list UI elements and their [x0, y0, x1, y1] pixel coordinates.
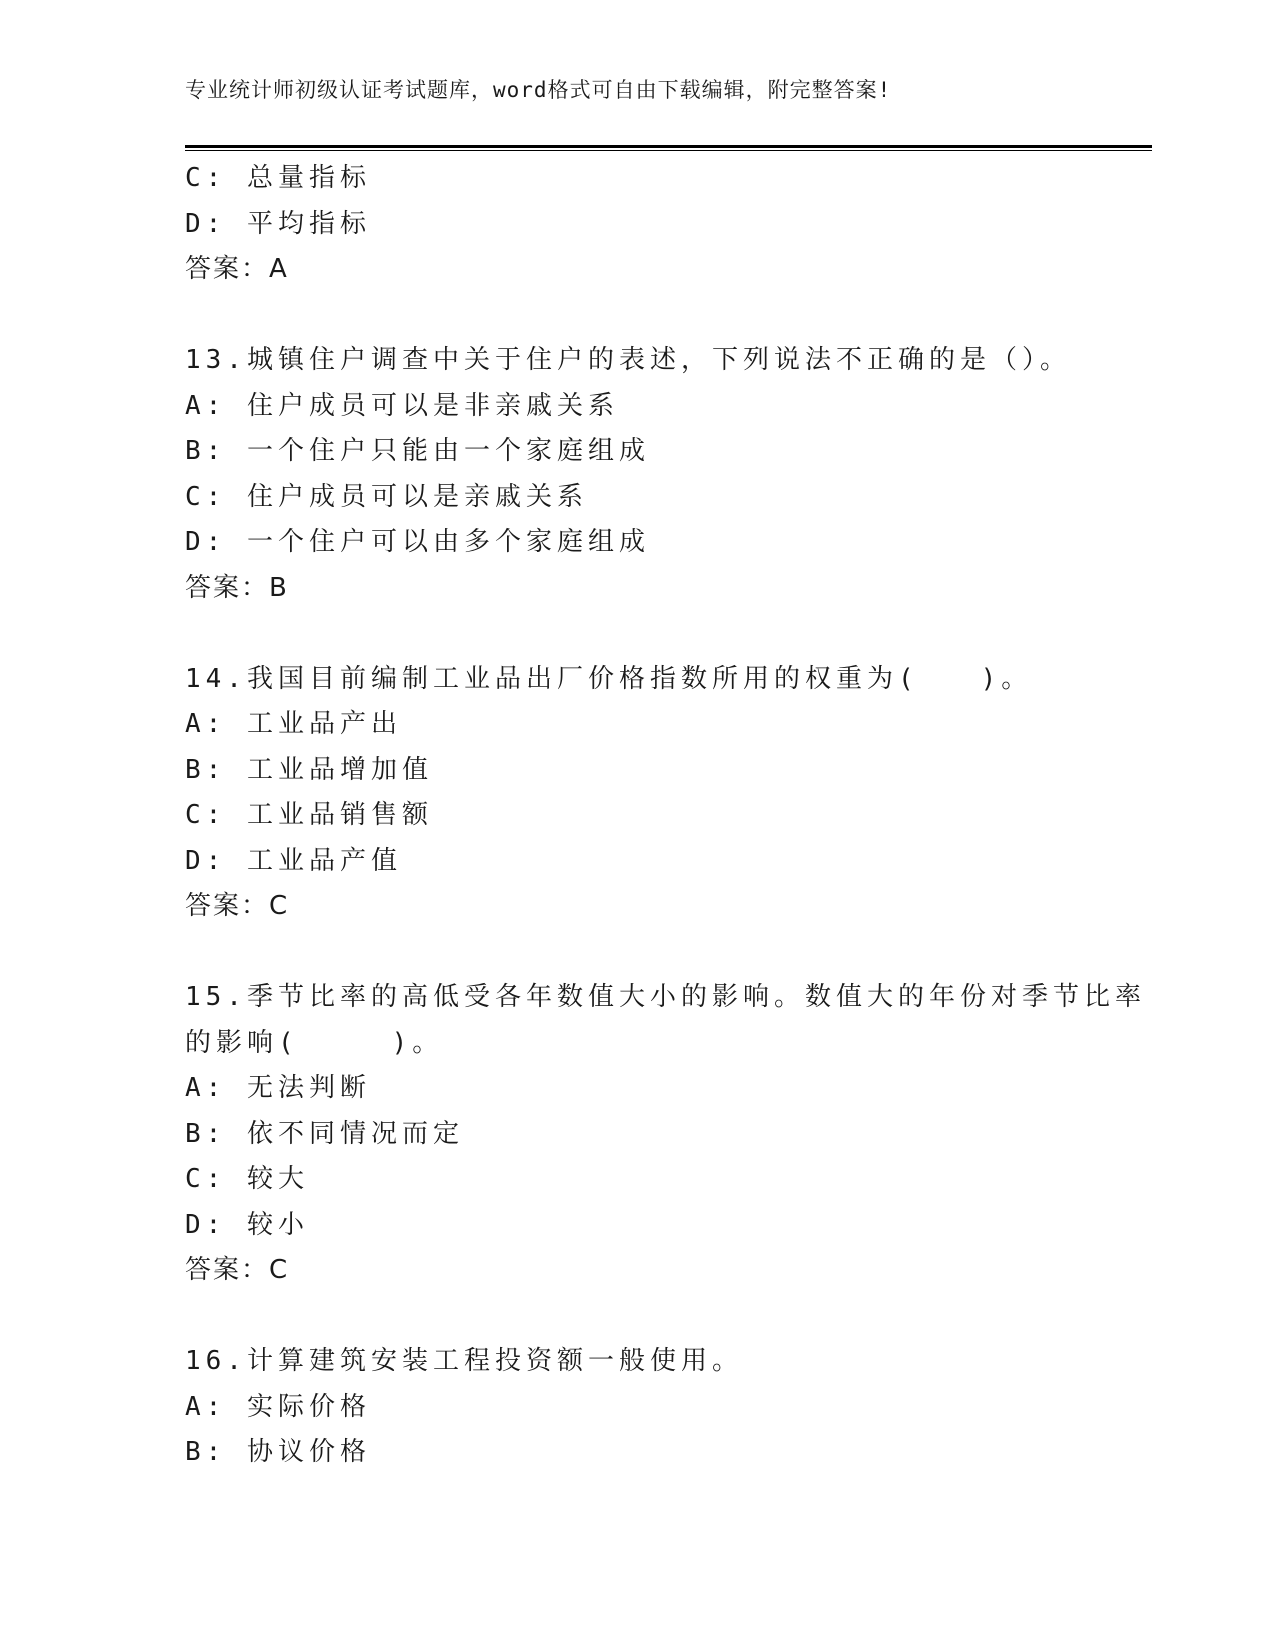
- option-a: A: 无法判断: [185, 1073, 371, 1103]
- option-c: C: 总量指标: [185, 163, 371, 193]
- answer-line: 答案：A: [185, 254, 289, 284]
- answer-line: 答案：B: [185, 572, 289, 603]
- option-a: A: 工业品产出: [185, 709, 402, 739]
- spacer: [185, 293, 1085, 339]
- question-14: [185, 657, 1085, 930]
- option-b: B: 依不同情况而定: [185, 1118, 464, 1149]
- option-d: D: 平均指标: [185, 208, 371, 239]
- answer-line: 答案：C: [185, 891, 290, 921]
- question-text: 14.我国目前编制工业品出厂价格指数所用的权重为( )。: [185, 663, 1033, 694]
- header-divider-thick: [185, 145, 1152, 148]
- spacer: [185, 1294, 1085, 1340]
- option-b: B: 一个住户只能由一个家庭组成: [185, 436, 650, 466]
- option-c: C: 住户成员可以是亲戚关系: [185, 481, 588, 512]
- option-d: D: 工业品产值: [185, 845, 402, 876]
- question-text-continued: 的影响( )。: [185, 1027, 444, 1058]
- option-d: D: 较小: [185, 1209, 309, 1240]
- option-a: A: 实际价格: [185, 1391, 371, 1422]
- page-header: 专业统计师初级认证考试题库，word格式可自由下载编辑，附完整答案!: [185, 78, 892, 102]
- option-c: C: 较大: [185, 1164, 309, 1194]
- spacer: [185, 611, 1085, 657]
- option-c: C: 工业品销售额: [185, 800, 433, 830]
- option-b: B: 工业品增加值: [185, 754, 433, 785]
- option-b: B: 协议价格: [185, 1437, 371, 1467]
- question-text: 16.计算建筑安装工程投资额一般使用。: [185, 1346, 743, 1376]
- question-fragment: [185, 156, 1085, 293]
- question-text: 13.城镇住户调查中关于住户的表述，下列说法不正确的是（）。: [185, 345, 1071, 375]
- question-text: 15.季节比率的高低受各年数值大小的影响。数值大的年份对季节比率: [185, 982, 1146, 1012]
- answer-line: 答案：C: [185, 1255, 290, 1285]
- spacer: [185, 930, 1085, 976]
- header-divider-thin: [185, 150, 1152, 151]
- question-16: [185, 1339, 1085, 1476]
- question-13: [185, 338, 1085, 611]
- option-d: D: 一个住户可以由多个家庭组成: [185, 527, 650, 557]
- question-list: [185, 156, 1146, 1476]
- option-a: A: 住户成员可以是非亲戚关系: [185, 390, 619, 421]
- question-15: [185, 975, 1146, 1294]
